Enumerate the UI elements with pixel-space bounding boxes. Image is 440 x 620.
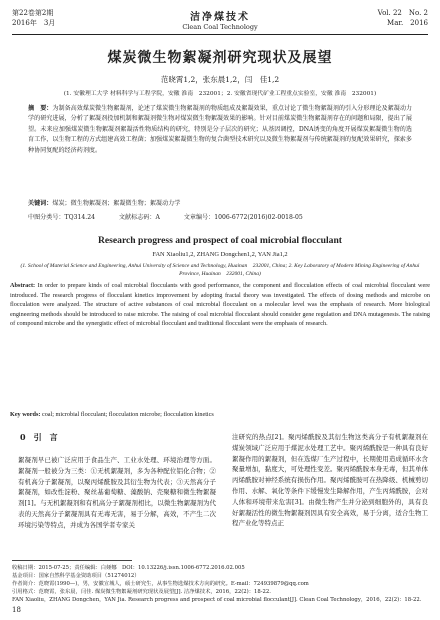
journal-name-cn: 洁净煤技术 (190, 12, 250, 23)
page-number: 18 (12, 606, 21, 614)
footnote-funding: 基金项目：国家自然科学基金资助项目（51274012） (12, 573, 140, 579)
footnote-received: 收稿日期：2015-07-25；责任编辑：白娅娜 DOI：10.13226/j.issn.1006-6772.2016.02.005 (12, 565, 245, 571)
article-number: 文章编号：1006-6772(2016)02-0018-05 (183, 214, 303, 221)
footnotes (12, 564, 428, 604)
keywords-cn-text: 煤炭；微生物絮凝剂；絮凝微生物；絮凝动力学 (52, 200, 181, 207)
header-center (0, 8, 440, 31)
authors-cn: 范晓霄1,2，张东晨1,2，闫 佳1,2 (160, 75, 280, 84)
clc-number: 中图分类号：TQ314.24 (28, 214, 95, 221)
body-column-right: 注研究的热点[2]。聚丙烯酰胺及其衍生物这类高分子有机絮凝剂在煤炭领域广泛应用于煤泥水处理工艺中。聚丙烯酰胺是一种具有良好絮凝作用的絮凝剂，但在选煤厂生产过程中，长期使用造成循环水含聚量增加，黏度大，可处理性变差。聚丙烯酰胺本身无毒，但其单体丙烯酰胺对神经系统有损伤作用。聚丙烯酰胺可在热降级、机械剪切作用、水解、氧化等条件下缓慢发生降解作用，产生丙烯酰胺，会对人体和环境带来危害[3]。由微生物产生并分泌到细胞外的，具有良好絮凝活性的微生物絮凝剂因具有安全高效，易于分离，适合生物工程产业化等特点正 (232, 433, 428, 528)
affiliation-cn: (1. 安徽理工大学 材料科学与工程学院，安徽 淮南 232001；2. 安徽省现代矿业工程重点实验室，安徽 淮南 232001) (63, 91, 377, 97)
volume-cn: 第22卷第2期 (12, 9, 54, 17)
keywords-cn (28, 199, 412, 209)
header-right (378, 8, 428, 28)
abstract-en-label: Abstract: (10, 282, 36, 289)
volume-en: Vol. 22 No. 2 (377, 9, 428, 17)
abstract-cn (28, 104, 412, 156)
footnote-citation-en: FAN Xiaoliu，ZHANG Dongchen，YAN Jia. Research progress and prospect of coal microbial flocculant[J]. Clean Coal Technology，2016，22(2)：18-22. (12, 597, 422, 603)
keywords-cn-label: 关键词： (28, 200, 53, 207)
running-header (0, 8, 440, 34)
authors-en: FAN Xiaoliu1,2, ZHANG Dongchen1,2, YAN Jia1,2 (152, 251, 288, 258)
keywords-en-label: Key words: (10, 411, 41, 418)
footnote-rule (12, 560, 132, 561)
abstract-cn-label: 摘 要： (28, 105, 53, 112)
header-rule (12, 34, 428, 35)
classification-line (28, 212, 412, 221)
body-column-left: 絮凝剂早已被广泛应用于食品生产、工业水处理、环境治理等方面。絮凝剂一般被分为三类：①无机絮凝剂，多为各种配位铝化合物；②有机高分子絮凝剂，以聚丙烯酰胺及其衍生物为代表；③天然高分子絮凝剂，如改性淀粉、聚丝基葡萄糖、藻酸钠、壳聚糖和微生物絮凝剂[1]。与无机絮凝剂和有机高分子絮凝剂相比，以微生物絮凝剂为代表的天然高分子絮凝剂具有无毒无害，易于分解，高效，不产生二次环境污染等特点，并成为各国学者专家关 (18, 456, 216, 529)
section-heading: 0 引 言 (20, 432, 58, 442)
keywords-en-text: coal; microbial flocculant; flocculation microbe; flocculation kinetics (41, 411, 214, 418)
journal-name-en: Clean Coal Technology (182, 23, 258, 31)
abstract-en (10, 281, 430, 329)
paper-title-en: Research progress and prospect of coal microbial flocculant (97, 235, 342, 246)
date-cn: 2016年 3月 (12, 19, 56, 27)
affiliation-en: (1. School of Material Science and Engineering, Anhui University of Science and Technology, Huainan 232001, China; 2. Key Laboratory of Modern Mining Engineering of Anhui Province, Huainan 232001, China) (20, 263, 420, 277)
date-en: Mar. 2016 (387, 19, 428, 27)
abstract-cn-text: 为制备高效煤炭微生物絮凝剂，论述了煤炭微生物絮凝剂的物质组成及絮凝效果，重点讨论了微生物絮凝剂的引入分形理论及絮凝动力学的研究进展，分析了絮凝剂投加机制和絮凝剂微生物对煤炭微生物絮凝效果的影响。针对目前煤炭微生物絮凝剂存在的问题和局限，提出了展望。未来应加强煤炭微生物絮凝剂絮凝活性物质结构的研究，特别是分子层次的研究；从基因调控，DNA诱变的角度开展煤炭絮凝微生物的选育工作，以生物工程的方式组建高效工程菌；加强煤炭絮凝微生物的复合菌型技术研究以及微生物絮凝剂与传统絮凝剂的复配效果研究，探索多种协同复配的经济药剂度。 (28, 105, 413, 154)
document-code: 文献标志码：A (118, 214, 160, 221)
footnote-citation-cn: 引用格式：范晓霄，张东晨，闫佳. 煤炭微生物絮凝剂研究现状及展望[J]. 洁净煤技术，2016，22(2)：18-22. (12, 589, 271, 595)
keywords-en (10, 411, 430, 418)
paper-title-cn: 煤炭微生物絮凝剂研究现状及展望 (107, 50, 333, 66)
abstract-en-text: In order to prepare kinds of coal microbial flocculants with good performance, the component and flocculation effects of coal microbial flocculant were introduced. The research progress of flocculant kinetics improvement by adopting fractal theory was investigated. The effects of dosing methods and microbe on flocculation were analyzed. The structure of active substances of coal microbial flocculant on a molecular level was the emphasis of research. More biological engineering methods should be introduced to raise microbe. The raising of coal microbial flocculant should consider gene regulation and DNA mutagenesis. The raising of compound microbe and the synergistic effect of microbial flocculant and traditional flocculant were the emphasis of research. (10, 282, 431, 327)
footnote-author-bio: 作者简介：范晓霄(1990—)，男，安徽宣城人，硕士研究生，从事生物选煤技术方向的研究。E-mail：724939879@qq.com (12, 581, 309, 587)
